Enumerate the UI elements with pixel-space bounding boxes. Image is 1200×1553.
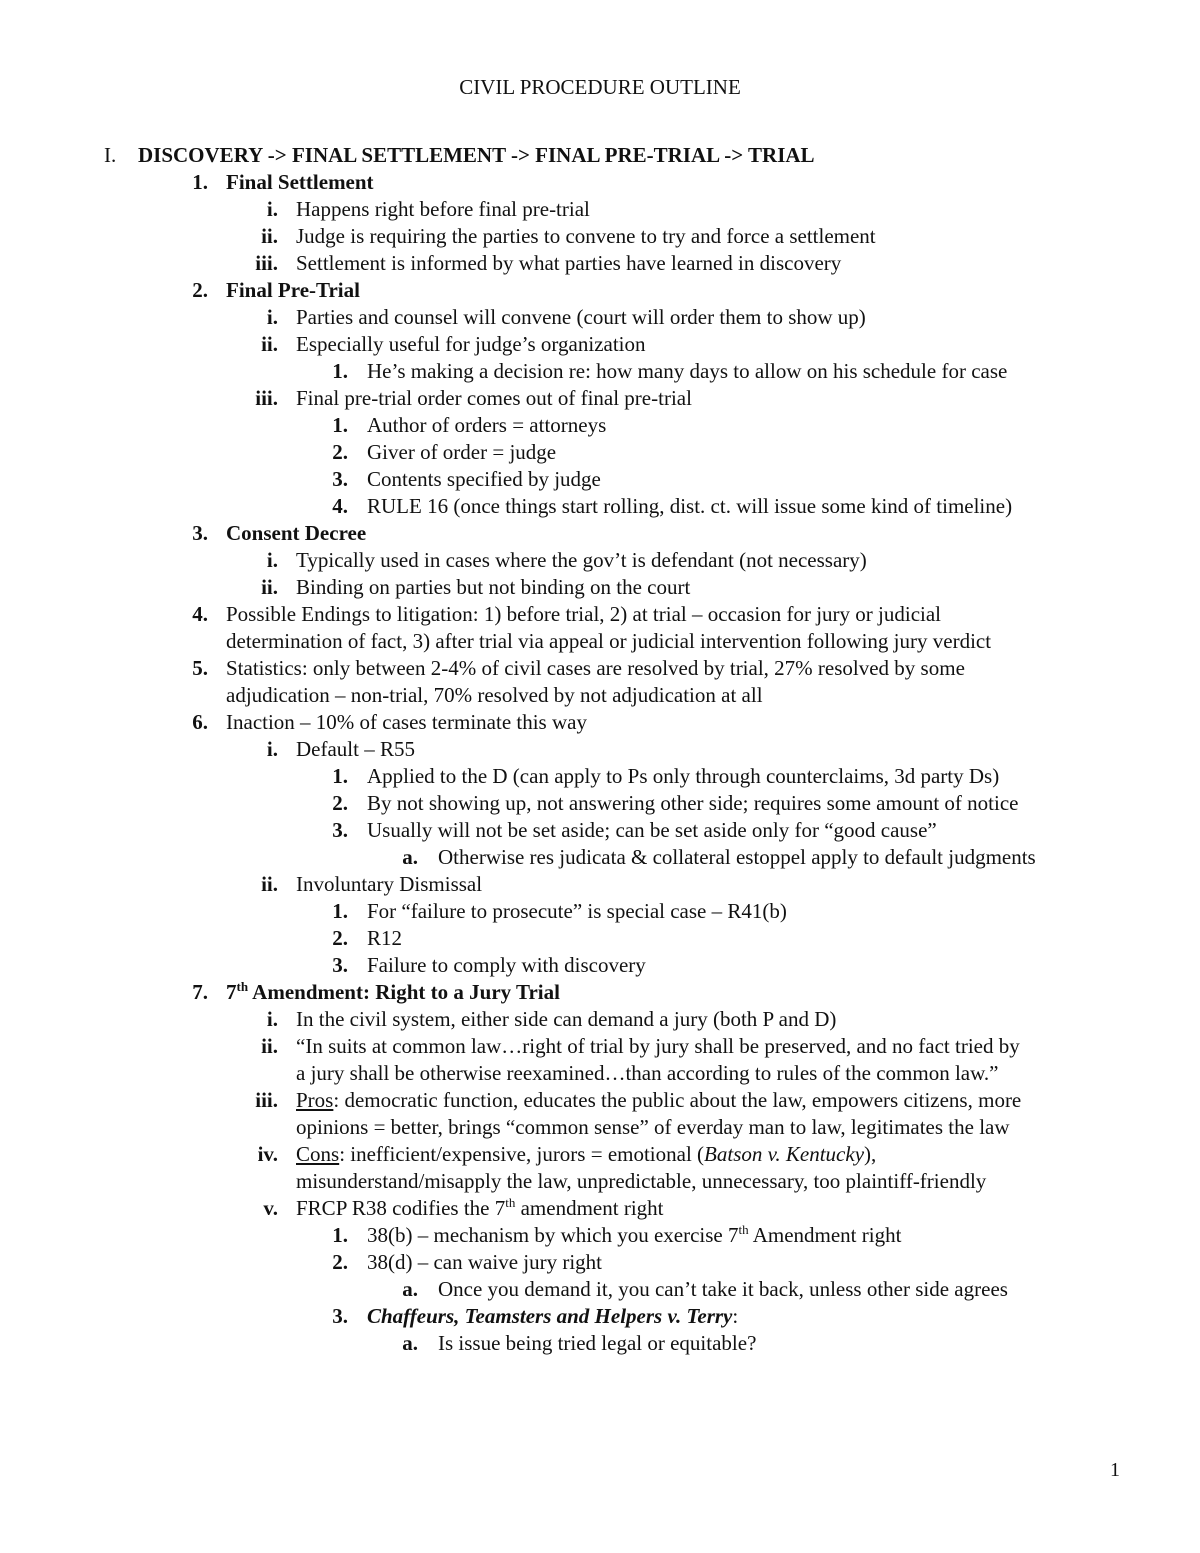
outline-item [0, 1033, 1200, 1060]
outline-marker: I. [104, 143, 117, 167]
outline-item [0, 736, 1200, 763]
outline-item [0, 709, 1200, 736]
outline-item [0, 1249, 1200, 1276]
outline-item [0, 1141, 1200, 1168]
outline-text [226, 520, 366, 547]
outline-item [0, 952, 1200, 979]
text-run: R12 [367, 926, 403, 950]
outline-marker: ii. [261, 872, 278, 896]
outline-text [367, 790, 1018, 817]
outline-text [226, 655, 965, 682]
text-run: For “failure to prosecute” is special case – R41(b) [367, 899, 787, 923]
text-run: Default – R55 [296, 737, 415, 761]
text-run: FRCP R38 codifies the 7 [296, 1196, 506, 1220]
outline-item [0, 763, 1200, 790]
outline-marker: ii. [261, 1034, 278, 1058]
outline-item [0, 1006, 1200, 1033]
ordinal-superscript: th [738, 1222, 749, 1237]
outline-item [0, 547, 1200, 574]
text-run: Judge is requiring the parties to convene to try and force a settlement [296, 224, 876, 248]
text-run: Giver of order = judge [367, 440, 557, 464]
text-run: RULE 16 (once things start rolling, dist. ct. will issue some kind of timeline) [367, 494, 1013, 518]
outline-text [367, 925, 402, 952]
outline-text [367, 1249, 602, 1276]
text-run: : inefficient/expensive, jurors = emotional ( [339, 1142, 705, 1166]
text-run: Applied to the D (can apply to Ps only through counterclaims, 3d party Ds) [367, 764, 1000, 788]
text-run: He’s making a decision re: how many days to allow on his schedule for case [367, 359, 1008, 383]
text-run: Final Pre-Trial [226, 278, 360, 302]
outline-text [226, 979, 560, 1006]
outline-item-continuation [0, 1168, 1200, 1195]
text-run: Involuntary Dismissal [296, 872, 483, 896]
document-title: CIVIL PROCEDURE OUTLINE [459, 75, 741, 99]
outline-text [296, 196, 590, 223]
outline-item [0, 277, 1200, 304]
outline-text [438, 844, 1036, 871]
outline-marker: a. [402, 1277, 418, 1301]
text-run: Contents specified by judge [367, 467, 601, 491]
outline-text [296, 304, 866, 331]
outline-marker: i. [266, 737, 278, 761]
text-run: Is issue being tried legal or equitable? [438, 1331, 757, 1355]
text-run: 38(d) – can waive jury right [367, 1250, 603, 1274]
outline-text [367, 898, 787, 925]
outline-item [0, 655, 1200, 682]
text-run: Cons [296, 1142, 340, 1166]
outline-marker: 2. [332, 440, 348, 464]
outline-marker: 1. [332, 899, 348, 923]
outline-marker: iii. [255, 251, 278, 275]
outline-marker: 3. [332, 953, 348, 977]
text-run: Pros [296, 1088, 334, 1112]
outline-item [0, 385, 1200, 412]
outline-item [0, 169, 1200, 196]
outline-marker: 4. [332, 494, 348, 518]
outline-marker: ii. [261, 575, 278, 599]
outline-text [226, 601, 941, 628]
outline-text [438, 1276, 1008, 1303]
outline-text [226, 169, 374, 196]
text-run: “In suits at common law…right of trial by jury shall be preserved, and no fact tried by [296, 1034, 1020, 1058]
outline-text [296, 331, 646, 358]
text-run: 38(b) – mechanism by which you exercise 7 [367, 1223, 739, 1247]
outline-marker: 1. [192, 170, 208, 194]
outline-item [0, 142, 1200, 169]
outline-text [367, 466, 601, 493]
outline-item-continuation [0, 1060, 1200, 1087]
outline-item [0, 898, 1200, 925]
text-run: Parties and counsel will convene (court will order them to show up) [296, 305, 866, 329]
outline-text [296, 1168, 986, 1195]
outline-text [367, 763, 999, 790]
outline-text [138, 142, 815, 169]
outline-item [0, 223, 1200, 250]
outline-item [0, 196, 1200, 223]
outline-item [0, 871, 1200, 898]
text-run: : democratic function, educates the public about the law, empowers citizens, more [333, 1088, 1022, 1112]
outline-text [367, 493, 1012, 520]
outline-marker: a. [402, 845, 418, 869]
outline-item [0, 925, 1200, 952]
outline-marker: 2. [332, 926, 348, 950]
text-run: Usually will not be set aside; can be set aside only for “good cause” [367, 818, 937, 842]
outline-text [367, 412, 606, 439]
outline-marker: i. [266, 548, 278, 572]
outline-item [0, 358, 1200, 385]
ordinal-superscript: th [505, 1195, 516, 1210]
outline-item [0, 1276, 1200, 1303]
outline-marker: 2. [332, 1250, 348, 1274]
text-run: Happens right before final pre-trial [296, 197, 590, 221]
outline-marker: 1. [332, 359, 348, 383]
outline-marker: 5. [192, 656, 208, 680]
outline-item [0, 1195, 1200, 1222]
outline-text [296, 736, 415, 763]
outline-text [438, 1330, 756, 1357]
outline-item-continuation [0, 1114, 1200, 1141]
outline-text [226, 682, 763, 709]
text-run: a jury shall be otherwise reexamined…than according to rules of the common law.” [296, 1061, 999, 1085]
outline-text [296, 547, 867, 574]
outline-text [367, 817, 937, 844]
text-run: DISCOVERY -> FINAL SETTLEMENT -> FINAL PRE-TRIAL -> TRIAL [138, 143, 815, 167]
outline-list [0, 142, 1200, 1357]
outline-marker: ii. [261, 224, 278, 248]
outline-item [0, 439, 1200, 466]
text-run: Batson v. Kentucky [704, 1142, 865, 1166]
text-run: Possible Endings to litigation: 1) before trial, 2) at trial – occasion for jury or judicial [226, 602, 942, 626]
outline-marker: 1. [332, 1223, 348, 1247]
outline-marker: a. [402, 1331, 418, 1355]
outline-item [0, 1303, 1200, 1330]
outline-item [0, 304, 1200, 331]
outline-text [367, 1303, 738, 1330]
text-run: Failure to comply with discovery [367, 953, 646, 977]
outline-marker: i. [266, 305, 278, 329]
outline-text [296, 1141, 876, 1168]
outline-text [296, 385, 692, 412]
outline-text [226, 709, 587, 736]
text-run: Amendment: Right to a Jury Trial [248, 980, 560, 1004]
outline-text [367, 358, 1007, 385]
outline-text [296, 1060, 999, 1087]
outline-marker: v. [263, 1196, 278, 1220]
outline-text [296, 250, 841, 277]
text-run: Author of orders = attorneys [367, 413, 607, 437]
text-run: Statistics: only between 2-4% of civil cases are resolved by trial, 27% resolved by some [226, 656, 965, 680]
outline-text [367, 1222, 901, 1249]
outline-marker: 3. [332, 818, 348, 842]
text-run: Final Settlement [226, 170, 374, 194]
outline-text [296, 1006, 836, 1033]
text-run: adjudication – non-trial, 70% resolved by not adjudication at all [226, 683, 763, 707]
text-run: Once you demand it, you can’t take it back, unless other side agrees [438, 1277, 1008, 1301]
outline-item [0, 844, 1200, 871]
outline-item [0, 1222, 1200, 1249]
outline-item [0, 1087, 1200, 1114]
text-run: Typically used in cases where the gov’t is defendant (not necessary) [296, 548, 867, 572]
outline-marker: iii. [255, 386, 278, 410]
outline-text [296, 574, 690, 601]
outline-text [226, 628, 991, 655]
outline-marker: 2. [192, 278, 208, 302]
outline-marker: i. [266, 197, 278, 221]
outline-text [296, 1195, 664, 1222]
outline-text [296, 223, 876, 250]
outline-item [0, 979, 1200, 1006]
outline-item [0, 412, 1200, 439]
outline-marker: 1. [332, 413, 348, 437]
text-run: In the civil system, either side can demand a jury (both P and D) [296, 1007, 837, 1031]
outline-item [0, 520, 1200, 547]
text-run: Consent Decree [226, 521, 367, 545]
text-run: Chaffeurs, Teamsters and Helpers v. Terry [367, 1304, 733, 1328]
outline-text [226, 277, 360, 304]
outline-text [367, 952, 646, 979]
page-number: 1 [1110, 1459, 1120, 1481]
outline-item [0, 331, 1200, 358]
outline-marker: 3. [192, 521, 208, 545]
outline-item-continuation [0, 682, 1200, 709]
outline-item [0, 1330, 1200, 1357]
outline-marker: 1. [332, 764, 348, 788]
text-run: By not showing up, not answering other side; requires some amount of notice [367, 791, 1019, 815]
text-run: 7 [226, 980, 237, 1004]
outline-marker: 7. [192, 980, 208, 1004]
outline-marker: iv. [257, 1142, 278, 1166]
outline-text [296, 1087, 1021, 1114]
text-run: Otherwise res judicata & collateral estoppel apply to default judgments [438, 845, 1036, 869]
outline-marker: 3. [332, 1304, 348, 1328]
outline-item [0, 601, 1200, 628]
outline-item [0, 493, 1200, 520]
outline-item [0, 574, 1200, 601]
outline-text [296, 871, 482, 898]
outline-text [367, 439, 556, 466]
outline-marker: ii. [261, 332, 278, 356]
text-run: misunderstand/misapply the law, unpredictable, unnecessary, too plaintiff-friendly [296, 1169, 987, 1193]
text-run: amendment right [515, 1196, 664, 1220]
text-run: Final pre-trial order comes out of final pre-trial [296, 386, 692, 410]
outline-item [0, 466, 1200, 493]
text-run: opinions = better, brings “common sense” of everday man to law, legitimates the law [296, 1115, 1010, 1139]
outline-text [296, 1114, 1010, 1141]
outline-item [0, 250, 1200, 277]
text-run: Inaction – 10% of cases terminate this way [226, 710, 587, 734]
outline-marker: i. [266, 1007, 278, 1031]
text-run: Especially useful for judge’s organization [296, 332, 646, 356]
text-run: Settlement is informed by what parties have learned in discovery [296, 251, 842, 275]
text-run: ), [864, 1142, 877, 1166]
outline-text [296, 1033, 1020, 1060]
text-run: : [732, 1304, 739, 1328]
outline-marker: 3. [332, 467, 348, 491]
outline-item [0, 790, 1200, 817]
text-run: Amendment right [748, 1223, 902, 1247]
outline-marker: 4. [192, 602, 208, 626]
outline-item-continuation [0, 628, 1200, 655]
outline-marker: 2. [332, 791, 348, 815]
outline-marker: iii. [255, 1088, 278, 1112]
text-run: Binding on parties but not binding on the court [296, 575, 691, 599]
text-run: determination of fact, 3) after trial via appeal or judicial intervention following jury verdict [226, 629, 992, 653]
outline-item [0, 817, 1200, 844]
outline-marker: 6. [192, 710, 208, 734]
ordinal-superscript: th [236, 979, 249, 994]
